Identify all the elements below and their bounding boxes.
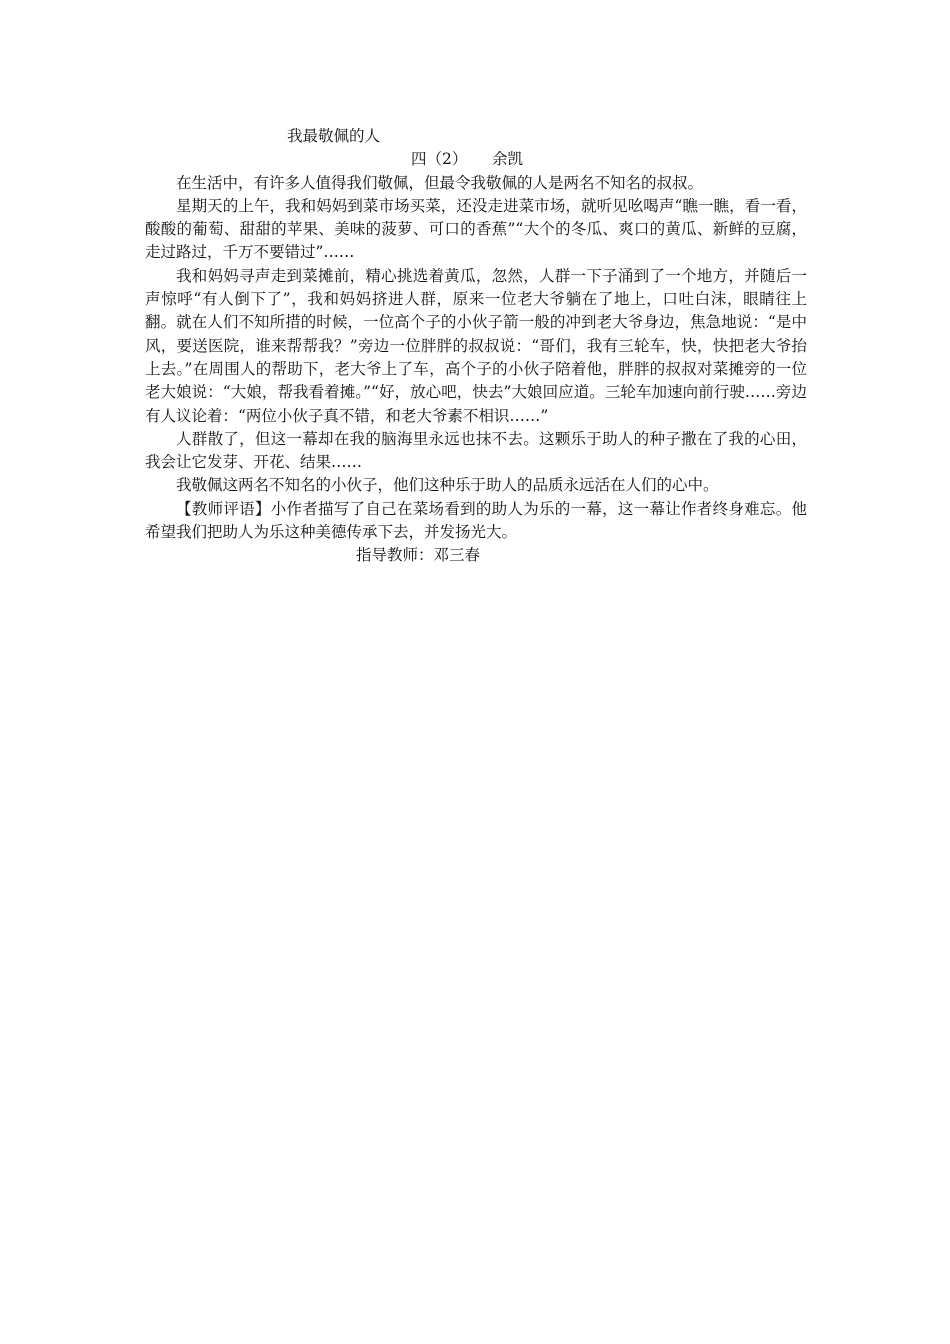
essay-paragraph-4: 人群散了，但这一幕却在我的脑海里永远也抹不去。这颗乐于助人的种子撒在了我的心田，我会让它发芽、开花、结果…… — [145, 429, 807, 472]
essay-paragraph-3: 我和妈妈寻声走到菜摊前，精心挑选着黄瓜，忽然，人群一下子涌到了一个地方，并随后一声惊呼“有人倒下了”，我和妈妈挤进人群，原来一位老大爷躺在了地上，口吐白沫，眼睛往上翻。就在人们不知所措的时候，一位高个子的小伙子箭一般的冲到老大爷身边，焦急地说：“是中风，要送医院，谁来帮帮我？”旁边一位胖胖的叔叔说：“哥们，我有三轮车，快，快把老大爷抬上去。”在周围人的帮助下，老大爷上了车，高个子的小伙子陪着他，胖胖的叔叔对菜摊旁的一位老大娘说：“大娘，帮我看着摊。”“好，放心吧，快去”大娘回应道。三轮车加速向前行驶……旁边有人议论着：“两位小伙子真不错，和老大爷素不相识……” — [145, 266, 807, 425]
essay-title: 我最敬佩的人 — [287, 127, 381, 145]
teacher-signature: 指导教师：邓三春 — [356, 546, 481, 565]
essay-paragraph-5: 我敬佩这两名不知名的小伙子，他们这种乐于助人的品质永远活在人们的心中。 — [176, 476, 719, 495]
teacher-comment-text: 小作者描写了自己在菜场看到的助人为乐的一幕，这一幕让作者终身难忘。他希望我们把助人为乐这种美德传承下去，并发扬光大。 — [145, 499, 807, 542]
essay-content — [145, 125, 807, 568]
essay-paragraph-2: 星期天的上午，我和妈妈到菜市场买菜，还没走进菜市场，就听见吆喝声“瞧一瞧，看一看，酸酸的葡萄、甜甜的苹果、美味的菠萝、可口的香蕉”“大个的冬瓜、爽口的黄瓜、新鲜的豆腐，走过路过，千万不要错过”…… — [145, 196, 807, 262]
author-name: 余凯 — [492, 150, 524, 169]
teacher-comment — [145, 498, 807, 545]
author-line — [145, 148, 807, 171]
teacher-comment-tag: 【教师评语】 — [176, 499, 271, 518]
essay-paragraph-1: 在生活中，有许多人值得我们敬佩，但最令我敬佩的人是两名不知名的叔叔。 — [176, 173, 704, 192]
class-name: 四（2） — [411, 150, 468, 169]
